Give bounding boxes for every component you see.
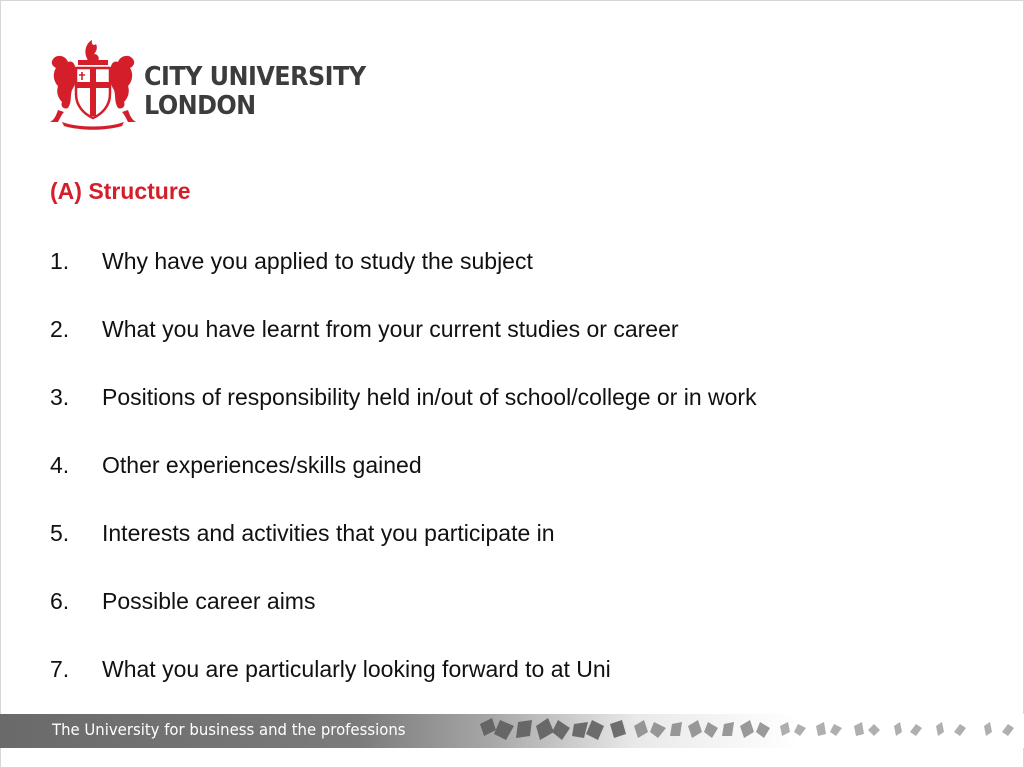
list-item-number: 5. [50,520,70,546]
list-item-number: 2. [50,316,70,342]
logo-wordmark [144,64,385,119]
list-item-text: Other experiences/skills gained [102,452,422,478]
list-item-text: Why have you applied to study the subject [102,248,533,274]
university-logo [48,36,378,130]
footer-band [0,714,1024,748]
list-item-text: Positions of responsibility held in/out of school/college or in work [102,384,757,410]
list-item-text: Possible career aims [102,588,316,614]
crest-icon [48,36,138,130]
list-item-text: Interests and activities that you participate in [102,520,555,546]
footer-tagline: The University for business and the professions [52,720,406,739]
logo-text-line1: CITY UNIVERSITY [144,62,366,92]
logo-text-line2: LONDON [144,91,256,121]
list-item-number: 7. [50,656,70,682]
section-heading: (A) Structure [50,178,191,204]
list-item-text: What you have learnt from your current studies or career [102,316,679,342]
list-item-text: What you are particularly looking forward to at Uni [102,656,611,682]
footer-pattern-icon [470,714,1024,748]
list-item-number: 1. [50,248,70,274]
list-item-number: 3. [50,384,70,410]
list-item-number: 4. [50,452,70,478]
list-item-number: 6. [50,588,70,614]
